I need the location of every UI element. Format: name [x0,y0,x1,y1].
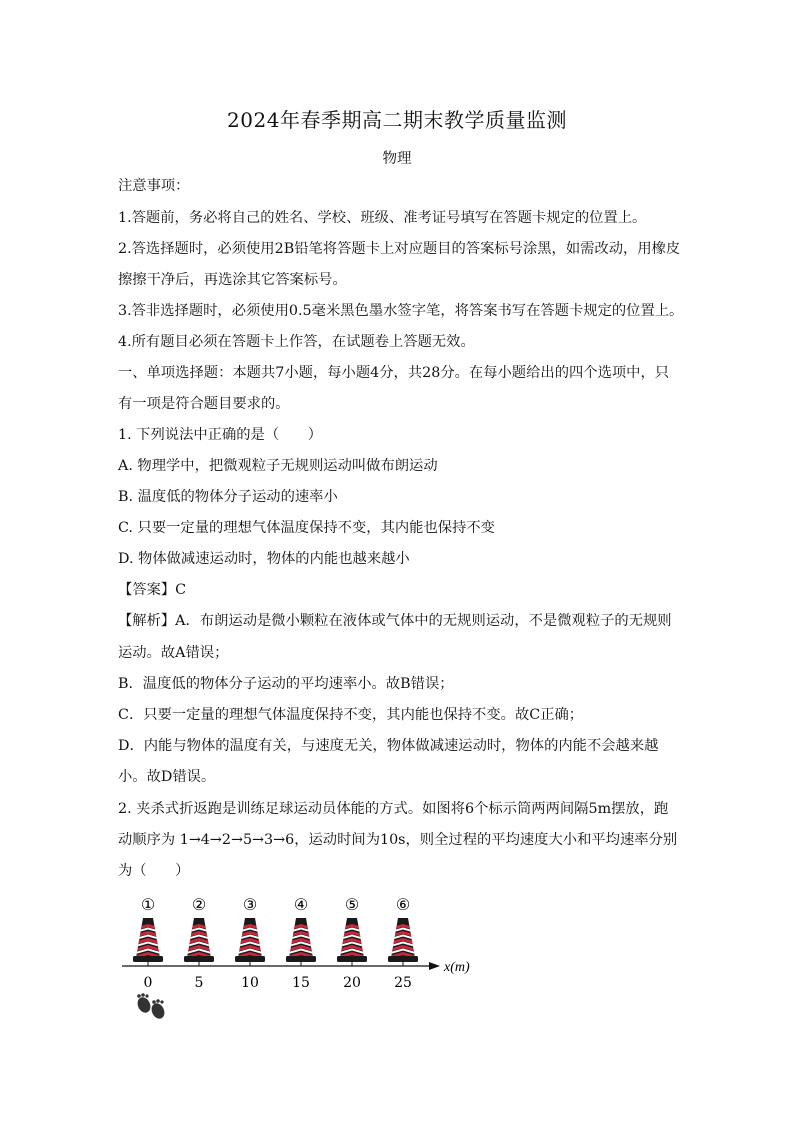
cone-label: ② [191,895,207,914]
cone-3 [235,895,265,962]
cone-6 [388,895,418,962]
q1-answer: 【答案】C [118,582,187,598]
x-tick-label: 10 [241,975,259,991]
note-item-4: 4.所有题目必须在答题卡上作答，在试题卷上答题无效。 [118,334,475,350]
notes-heading: 注意事项： [118,178,190,194]
x-tick-label: 0 [143,975,153,991]
section-heading: 一、单项选择题：本题共7小题，每小题4分，共28分。在每小题给出的四个选项中，只 [118,365,670,381]
subject-title: 物理 [382,151,412,167]
q1-analysis-4: C．只要一定量的理想气体温度保持不变，其内能也保持不变。故C正确； [118,707,584,723]
page-title: 2024年春季期高二期末教学质量监测 [227,108,567,132]
q1-stem: 1. 下列说法中正确的是（ ） [118,427,323,443]
cone-diagram [118,890,478,1030]
section-heading-cont: 有一项是符合题目要求的。 [118,396,290,412]
x-tick-label: 15 [292,975,310,991]
q1-analysis-1: 【解析】A．布朗运动是微小颗粒在液体或气体中的无规则运动，不是微观粒子的无规则 [118,613,672,629]
q1-option-a: A. 物理学中，把微观粒子无规则运动叫做布朗运动 [118,458,438,474]
note-item-2: 2.答选择题时，必须使用2B铅笔将答题卡上对应题目的答案标号涂黑，如需改动，用橡皮 [118,241,681,257]
cone-label: ① [140,895,156,914]
x-tick-label: 25 [394,975,412,991]
cone-2 [184,895,214,962]
x-tick-label: 20 [343,975,361,991]
q2-stem-3: 为（ ） [118,863,190,879]
q2-stem-2: 动顺序为 1→4→2→5→3→6，运动时间为10s，则全过程的平均速度大小和平均速率分别 [118,832,678,848]
note-item-1: 1.答题前，务必将自己的姓名、学校、班级、准考证号填写在答题卡规定的位置上。 [118,210,647,226]
cone-1 [133,895,163,962]
q1-option-d: D. 物体做减速运动时，物体的内能也越来越小 [118,551,410,567]
cone-label: ④ [293,895,309,914]
q1-option-c: C. 只要一定量的理想气体温度保持不变，其内能也保持不变 [118,520,495,536]
q1-analysis-3: B．温度低的物体分子运动的平均速率小。故B错误； [118,676,454,692]
q2-stem-1: 2. 夹杀式折返跑是训练足球运动员体能的方式。如图将6个标示筒两两间隔5m摆放，跑 [118,801,669,817]
note-item-3: 3.答非选择题时，必须使用0.5毫米黑色墨水签字笔，将答案书写在答题卡规定的位置上。 [118,303,684,319]
footprints-icon [135,993,167,1021]
x-tick-label: 5 [194,975,204,991]
cone-4 [286,895,316,962]
cone-label: ③ [242,895,258,914]
cone-label: ⑤ [344,895,360,914]
cone-label: ⑥ [395,895,411,914]
cone-5 [337,895,367,962]
x-axis-label: x(m) [444,960,470,975]
x-axis-arrow [429,962,440,970]
q1-analysis-6: 小。故D错误。 [118,769,216,785]
note-item-2-cont: 擦擦干净后，再选涂其它答案标号。 [118,272,347,288]
q1-analysis-5: D．内能与物体的温度有关，与速度无关，物体做减速运动时，物体的内能不会越来越 [118,738,659,754]
q1-option-b: B. 温度低的物体分子运动的速率小 [118,489,338,505]
q1-analysis-2: 运动。故A错误； [118,645,229,661]
